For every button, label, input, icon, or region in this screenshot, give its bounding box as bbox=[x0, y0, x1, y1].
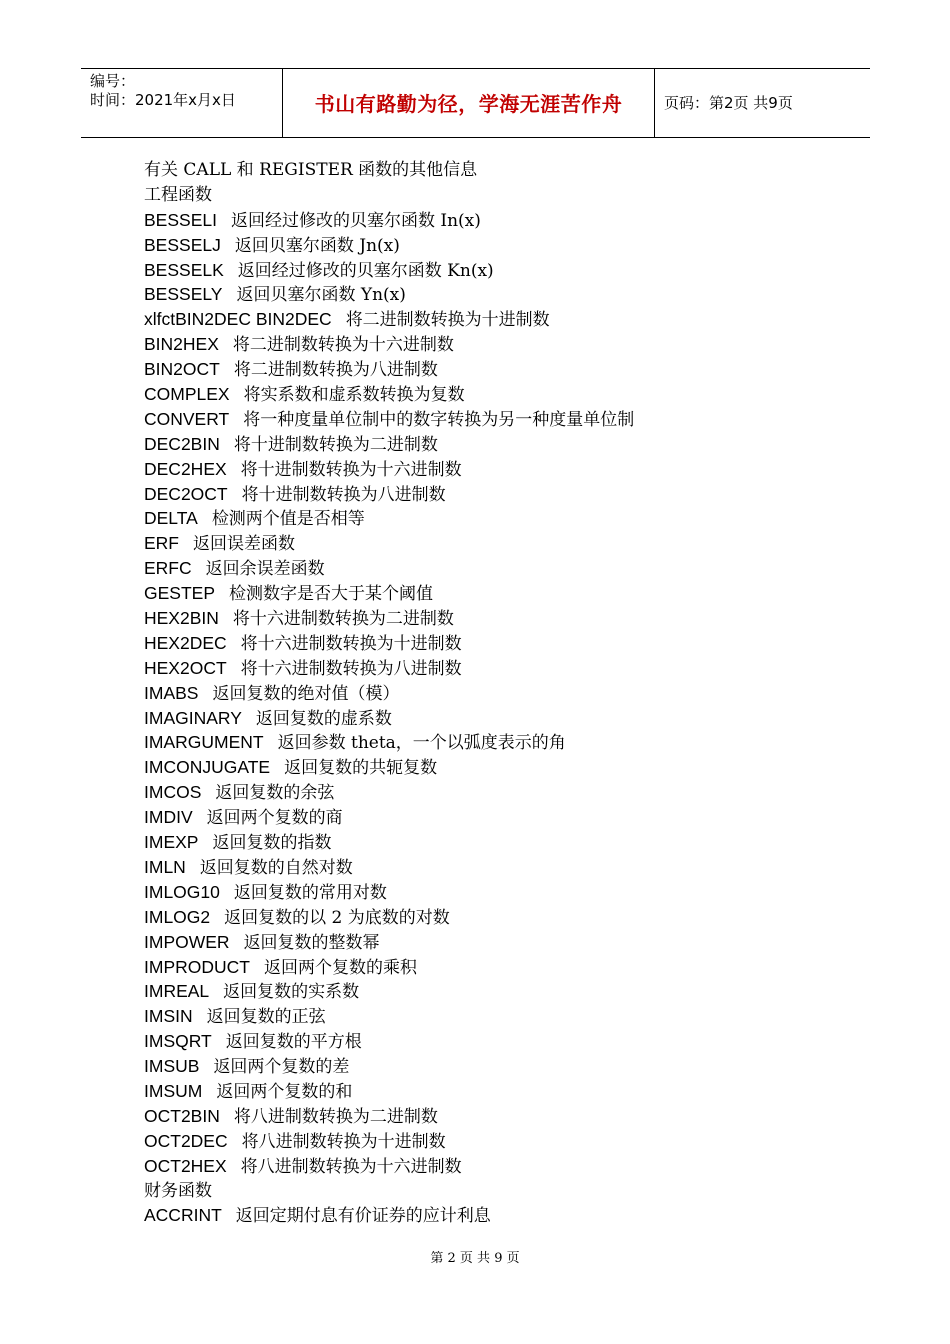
function-name: IMAGINARY bbox=[144, 707, 242, 728]
page-header bbox=[81, 68, 870, 138]
function-name: IMEXP bbox=[144, 832, 199, 853]
function-description: 将实系数和虚系数转换为复数 bbox=[243, 385, 465, 406]
function-description: 返回两个复数的乘积 bbox=[263, 957, 417, 978]
function-description: 将八进制数转换为二进制数 bbox=[233, 1106, 438, 1127]
function-name: IMABS bbox=[144, 682, 199, 703]
function-row bbox=[144, 482, 844, 507]
function-description: 将十进制数转换为二进制数 bbox=[233, 434, 438, 455]
function-name: HEX2BIN bbox=[144, 608, 219, 629]
function-description: 返回复数的正弦 bbox=[206, 1007, 326, 1028]
function-description: 返回复数的虚系数 bbox=[255, 708, 392, 729]
header-page-cell bbox=[655, 69, 870, 137]
function-row bbox=[144, 955, 844, 980]
function-name: OCT2BIN bbox=[144, 1105, 220, 1126]
function-description: 返回复数的常用对数 bbox=[233, 882, 387, 903]
function-row bbox=[144, 656, 844, 681]
function-description: 返回两个复数的商 bbox=[206, 808, 343, 829]
function-name: ACCRINT bbox=[144, 1205, 222, 1226]
function-row bbox=[144, 506, 844, 531]
function-name: IMPOWER bbox=[144, 931, 230, 952]
function-description: 返回复数的平方根 bbox=[225, 1032, 362, 1053]
motto-text: 书山有路勤为径，学海无涯苦作舟 bbox=[314, 92, 623, 116]
function-name: IMSIN bbox=[144, 1006, 193, 1027]
function-row bbox=[144, 581, 844, 606]
function-description: 返回复数的余弦 bbox=[215, 783, 335, 804]
function-row bbox=[144, 1203, 844, 1228]
function-row bbox=[144, 855, 844, 880]
function-name: HEX2OCT bbox=[144, 657, 227, 678]
function-name: xlfctBIN2DEC BIN2DEC bbox=[144, 309, 332, 330]
function-description: 将十进制数转换为八进制数 bbox=[241, 484, 446, 505]
function-description: 检测两个值是否相等 bbox=[211, 509, 365, 530]
function-name: ERF bbox=[144, 533, 179, 554]
function-name: BESSELJ bbox=[144, 234, 221, 255]
function-name: IMSUB bbox=[144, 1056, 200, 1077]
function-row bbox=[144, 233, 844, 258]
function-description: 将十进制数转换为十六进制数 bbox=[240, 459, 462, 480]
function-description: 将一种度量单位制中的数字转换为另一种度量单位制 bbox=[243, 409, 635, 430]
function-row bbox=[144, 382, 844, 407]
function-name: IMLOG10 bbox=[144, 881, 220, 902]
function-description: 返回参数 theta，一个以弧度表示的角 bbox=[277, 733, 566, 754]
function-row bbox=[144, 307, 844, 332]
function-description: 返回复数的实系数 bbox=[223, 982, 360, 1003]
function-description: 返回复数的以 2 为底数的对数 bbox=[224, 907, 450, 928]
heading-text: 有关 CALL 和 REGISTER 函数的其他信息 bbox=[144, 160, 478, 180]
function-description: 将二进制数转换为八进制数 bbox=[233, 360, 438, 381]
function-description: 返回复数的共轭复数 bbox=[284, 758, 438, 779]
function-name: BESSELK bbox=[144, 259, 224, 280]
function-row bbox=[144, 706, 844, 731]
function-row bbox=[144, 1154, 844, 1179]
function-description: 返回经过修改的贝塞尔函数 Kn(x) bbox=[237, 260, 494, 281]
function-description: 返回贝塞尔函数 Yn(x) bbox=[236, 285, 406, 306]
function-name: IMDIV bbox=[144, 807, 193, 828]
function-name: BIN2OCT bbox=[144, 359, 220, 380]
function-description: 将二进制数转换为十六进制数 bbox=[232, 335, 454, 356]
function-name: IMCONJUGATE bbox=[144, 757, 271, 778]
function-description: 返回定期付息有价证券的应计利息 bbox=[235, 1206, 491, 1227]
function-row bbox=[144, 681, 844, 706]
header-meta-cell bbox=[81, 69, 283, 137]
function-row bbox=[144, 905, 844, 930]
function-row bbox=[144, 755, 844, 780]
section-heading bbox=[144, 1179, 844, 1204]
function-name: IMPRODUCT bbox=[144, 956, 250, 977]
function-name: OCT2DEC bbox=[144, 1130, 228, 1151]
function-name: IMREAL bbox=[144, 981, 210, 1002]
function-row bbox=[144, 780, 844, 805]
function-row bbox=[144, 1029, 844, 1054]
function-name: OCT2HEX bbox=[144, 1155, 227, 1176]
function-name: IMSQRT bbox=[144, 1031, 212, 1052]
function-row bbox=[144, 457, 844, 482]
function-description: 返回复数的绝对值（模） bbox=[212, 683, 400, 704]
function-row bbox=[144, 282, 844, 307]
function-name: IMARGUMENT bbox=[144, 732, 264, 753]
function-row bbox=[144, 208, 844, 233]
function-row bbox=[144, 556, 844, 581]
function-name: IMLOG2 bbox=[144, 906, 211, 927]
section-heading bbox=[144, 183, 844, 208]
function-row bbox=[144, 1129, 844, 1154]
function-name: DELTA bbox=[144, 508, 198, 529]
function-row bbox=[144, 730, 844, 755]
function-row bbox=[144, 1054, 844, 1079]
function-row bbox=[144, 631, 844, 656]
function-name: DEC2BIN bbox=[144, 433, 220, 454]
function-description: 返回贝塞尔函数 Jn(x) bbox=[234, 235, 400, 256]
function-name: IMLN bbox=[144, 856, 186, 877]
function-row bbox=[144, 606, 844, 631]
function-name: CONVERT bbox=[144, 408, 230, 429]
number-label: 编号： bbox=[90, 72, 136, 90]
function-description: 将十六进制数转换为八进制数 bbox=[240, 658, 462, 679]
function-name: IMCOS bbox=[144, 782, 202, 803]
function-description: 返回复数的指数 bbox=[212, 833, 332, 854]
function-row bbox=[144, 407, 844, 432]
function-row bbox=[144, 805, 844, 830]
function-row bbox=[144, 258, 844, 283]
function-list bbox=[144, 158, 844, 1228]
function-name: COMPLEX bbox=[144, 384, 230, 405]
function-description: 将八进制数转换为十进制数 bbox=[241, 1131, 446, 1152]
heading-text: 工程函数 bbox=[144, 184, 212, 205]
function-description: 返回两个复数的和 bbox=[216, 1081, 353, 1102]
function-row bbox=[144, 332, 844, 357]
function-description: 返回复数的自然对数 bbox=[199, 857, 353, 878]
header-motto-cell bbox=[283, 69, 655, 137]
function-description: 检测数字是否大于某个阈值 bbox=[229, 584, 433, 605]
function-name: DEC2OCT bbox=[144, 483, 228, 504]
function-name: GESTEP bbox=[144, 583, 215, 604]
function-row bbox=[144, 1004, 844, 1029]
function-name: BESSELY bbox=[144, 284, 223, 305]
function-description: 返回余误差函数 bbox=[205, 559, 325, 580]
function-description: 返回复数的整数幂 bbox=[243, 932, 380, 953]
function-name: IMSUM bbox=[144, 1080, 203, 1101]
function-description: 将二进制数转换为十进制数 bbox=[345, 310, 550, 331]
page-info: 页码：第2页 共9页 bbox=[664, 94, 793, 112]
function-description: 返回两个复数的差 bbox=[213, 1057, 350, 1078]
function-row bbox=[144, 357, 844, 382]
function-description: 返回经过修改的贝塞尔函数 In(x) bbox=[230, 210, 481, 231]
function-description: 返回误差函数 bbox=[193, 534, 295, 555]
function-name: DEC2HEX bbox=[144, 458, 227, 479]
function-row bbox=[144, 979, 844, 1004]
function-row bbox=[144, 531, 844, 556]
function-row bbox=[144, 1104, 844, 1129]
page-footer: 第 2 页 共 9 页 bbox=[430, 1251, 520, 1266]
section-heading bbox=[144, 158, 844, 183]
function-name: BIN2HEX bbox=[144, 334, 219, 355]
function-row bbox=[144, 880, 844, 905]
function-row bbox=[144, 930, 844, 955]
function-row bbox=[144, 1079, 844, 1104]
function-description: 将十六进制数转换为二进制数 bbox=[232, 609, 454, 630]
function-description: 将八进制数转换为十六进制数 bbox=[240, 1156, 462, 1177]
function-description: 将十六进制数转换为十进制数 bbox=[240, 633, 462, 654]
function-name: BESSELI bbox=[144, 209, 217, 230]
function-name: HEX2DEC bbox=[144, 632, 227, 653]
function-name: ERFC bbox=[144, 558, 192, 579]
heading-text: 财务函数 bbox=[144, 1180, 212, 1201]
date-label: 时间：2021年x月x日 bbox=[90, 91, 236, 109]
function-row bbox=[144, 830, 844, 855]
function-row bbox=[144, 432, 844, 457]
